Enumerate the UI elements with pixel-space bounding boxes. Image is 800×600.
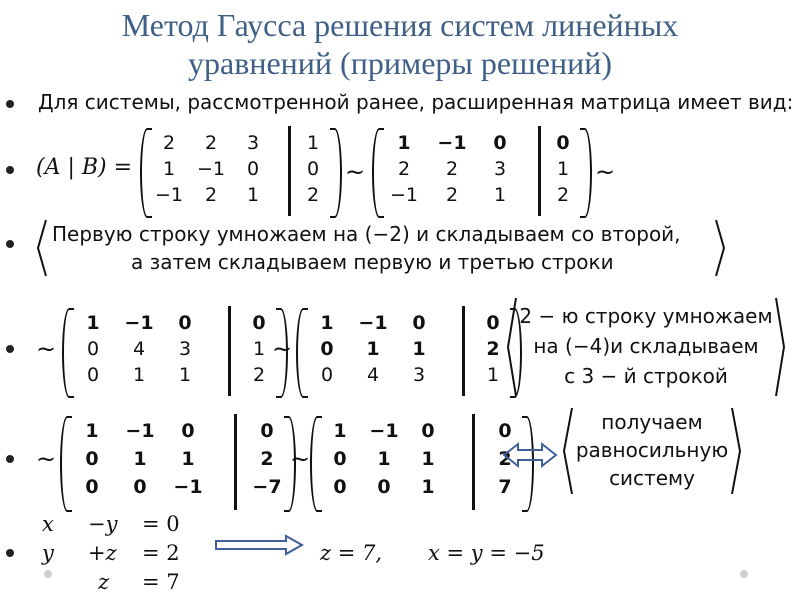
- matrix-cell: 0: [86, 338, 100, 360]
- matrix-cell: −1: [125, 420, 155, 442]
- system-rhs: = 2: [142, 541, 180, 565]
- matrix-rhs-cell: 1: [252, 338, 266, 360]
- bullet: [6, 240, 14, 248]
- matrix-cell: 1: [320, 312, 334, 334]
- step-2-line-3: с 3 − й строкой: [564, 364, 728, 388]
- solution-xy: x = y = −5: [428, 541, 545, 565]
- equivalence-tilde: ~: [272, 335, 293, 363]
- matrix-rhs-cell: 2: [556, 184, 570, 206]
- matrix-rhs-cell: −7: [252, 476, 282, 498]
- matrix-rhs-cell: 2: [486, 338, 500, 360]
- matrix-cell: −1: [154, 184, 183, 206]
- matrix-rhs-cell: 0: [498, 420, 512, 442]
- matrix-cell: 0: [320, 364, 334, 386]
- augmented-separator: [288, 126, 291, 216]
- system-term: +z: [88, 541, 117, 565]
- matrix-cell: 1: [133, 448, 147, 470]
- solution-z: z = 7,: [320, 541, 383, 565]
- bullet: [6, 100, 14, 108]
- augmented-separator: [472, 414, 475, 510]
- matrix-cell: 2: [204, 184, 218, 206]
- system-var: x: [42, 512, 54, 536]
- matrix-cell: 0: [412, 312, 426, 334]
- matrix-cell: 0: [85, 476, 99, 498]
- augmented-separator: [538, 126, 541, 216]
- system-rhs: = 7: [142, 570, 180, 594]
- step-2-line-2: на (−4)и складываем: [533, 334, 759, 358]
- double-arrow-icon: [500, 440, 560, 470]
- matrix-rhs-cell: 2: [252, 364, 266, 386]
- matrix-cell: 1: [421, 448, 435, 470]
- matrix-cell: 1: [397, 132, 411, 154]
- matrix-cell: −1: [389, 184, 418, 206]
- matrix-rhs-cell: 1: [486, 364, 500, 386]
- system-var: y: [42, 541, 54, 565]
- matrix-cell: 2: [397, 158, 411, 180]
- system-term: −y: [88, 512, 118, 536]
- matrix-rhs-cell: 0: [306, 158, 320, 180]
- matrix-cell: 1: [181, 448, 195, 470]
- matrix-cell: 1: [86, 312, 100, 334]
- right-arrow-icon: [214, 534, 304, 556]
- matrix-cell: 1: [377, 448, 391, 470]
- matrix-cell: 1: [85, 420, 99, 442]
- bullet: [6, 455, 14, 463]
- bullet: [6, 166, 14, 174]
- matrix-cell: 0: [493, 132, 507, 154]
- decorative-dot: [44, 570, 52, 578]
- bullet: [6, 345, 14, 353]
- step-1-description: [36, 218, 726, 278]
- matrix-cell: 0: [320, 338, 334, 360]
- matrix-cell: 1: [333, 420, 347, 442]
- bullet: [6, 549, 14, 557]
- matrix-rhs-cell: 0: [260, 420, 274, 442]
- matrix-cell: −1: [196, 158, 225, 180]
- matrix-right-paren: [330, 128, 342, 218]
- equivalence-tilde: ~: [595, 158, 616, 186]
- matrix-cell: 2: [204, 132, 218, 154]
- matrix-cell: 1: [412, 338, 426, 360]
- step-2-line-1: 2 − ю строку умножаем: [519, 304, 773, 328]
- page-title-line-1: Метод Гаусса решения систем линейных: [121, 7, 679, 43]
- matrix-cell: 0: [133, 476, 147, 498]
- intro-text: Для системы, рассмотренной ранее, расширенная матрица имеет вид:: [38, 90, 794, 114]
- matrix-cell: −1: [369, 420, 399, 442]
- system-rhs: = 0: [142, 512, 180, 536]
- matrix-right-paren: [580, 128, 592, 218]
- matrix-cell: 4: [132, 338, 146, 360]
- matrix-rhs-cell: 2: [498, 448, 512, 470]
- step-1-line-1: Первую строку умножаем на (−2) и складываем со второй,: [52, 222, 681, 246]
- matrix-rhs-cell: 2: [306, 184, 320, 206]
- matrix-rhs-cell: 2: [260, 448, 274, 470]
- step-3-description: [562, 406, 742, 496]
- matrix-cell: 1: [493, 184, 507, 206]
- matrix-cell: −1: [124, 312, 154, 334]
- matrix-cell: 0: [333, 448, 347, 470]
- decorative-dot: [740, 570, 748, 578]
- matrix-cell: 1: [421, 476, 435, 498]
- matrix-cell: 0: [246, 158, 260, 180]
- matrix-cell: −1: [173, 476, 203, 498]
- matrix-rhs-cell: 1: [306, 132, 320, 154]
- matrix-cell: 0: [333, 476, 347, 498]
- matrix-right-paren: [276, 308, 288, 398]
- matrix-rhs-cell: 0: [556, 132, 570, 154]
- matrix-cell: 1: [132, 364, 146, 386]
- matrix-cell: 2: [162, 132, 176, 154]
- matrix-cell: 1: [178, 364, 192, 386]
- matrix-cell: 0: [421, 420, 435, 442]
- step-3-line-2: равносильную: [575, 438, 729, 462]
- matrix-cell: 1: [246, 184, 260, 206]
- step-2-description: [506, 296, 786, 398]
- matrix-cell: 3: [412, 364, 426, 386]
- augmented-matrix-label: (A | B) =: [36, 155, 133, 180]
- step-1-line-2: а затем складываем первую и третью строки: [131, 250, 614, 274]
- matrix-cell: 2: [445, 158, 459, 180]
- matrix-cell: 0: [178, 312, 192, 334]
- matrix-cell: 1: [162, 158, 176, 180]
- equivalence-tilde: ~: [36, 445, 57, 473]
- equivalence-tilde: ~: [36, 335, 57, 363]
- matrix-right-paren: [284, 416, 296, 512]
- matrix-cell: 3: [178, 338, 192, 360]
- matrix-rhs-cell: 0: [252, 312, 266, 334]
- matrix-cell: 1: [366, 338, 380, 360]
- matrix-cell: 0: [181, 420, 195, 442]
- matrix-cell: 0: [86, 364, 100, 386]
- matrix-cell: 3: [493, 158, 507, 180]
- matrix-cell: 4: [366, 364, 380, 386]
- matrix-cell: −1: [358, 312, 388, 334]
- system-term: z: [98, 570, 110, 594]
- matrix-cell: 0: [85, 448, 99, 470]
- matrix-cell: 3: [246, 132, 260, 154]
- page-title-line-2: уравнений (примеры решений): [188, 45, 612, 81]
- matrix-rhs-cell: 1: [556, 158, 570, 180]
- matrix-rhs-cell: 7: [498, 476, 512, 498]
- augmented-separator: [234, 414, 237, 510]
- equivalence-tilde: ~: [290, 445, 311, 473]
- matrix-cell: 0: [377, 476, 391, 498]
- step-3-line-1: получаем: [601, 410, 703, 434]
- matrix-cell: −1: [437, 132, 467, 154]
- equivalence-tilde: ~: [345, 158, 366, 186]
- augmented-separator: [228, 306, 231, 396]
- matrix-cell: 2: [445, 184, 459, 206]
- augmented-separator: [462, 306, 465, 396]
- step-3-line-3: систему: [609, 466, 695, 490]
- matrix-rhs-cell: 0: [486, 312, 500, 334]
